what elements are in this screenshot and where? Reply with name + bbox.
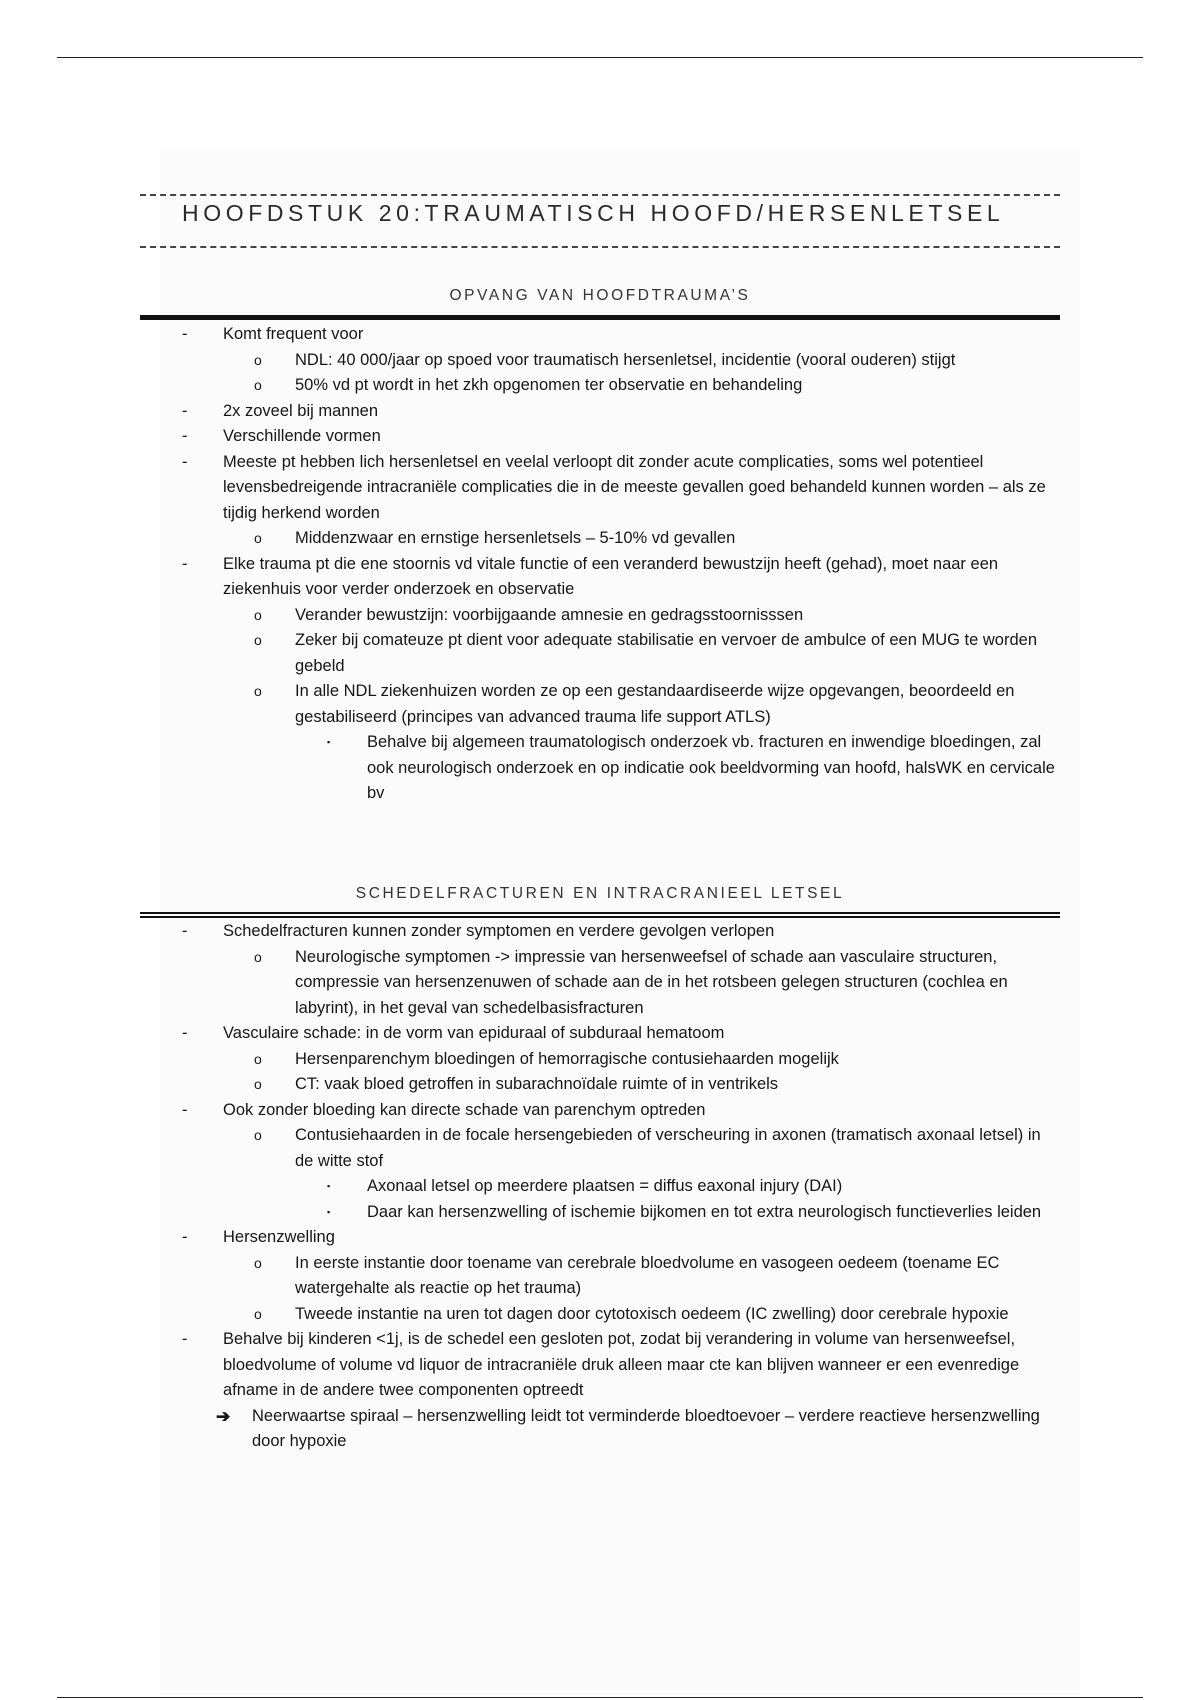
list-item-text: Meeste pt hebben lich hersenletsel en veelal verloopt dit zonder acute complicaties, soms wel potentieel levensbedreigende intracraniële complicaties die in de meeste gevallen goed behandeld kunnen worden – als ze tijdig herkend worden	[223, 452, 1046, 522]
list-item-text: CT: vaak bloed getroffen in subarachnoïdale ruimte of in ventrikels	[295, 1075, 779, 1093]
list-item-text: Tweede instantie na uren tot dagen door cytotoxisch oedeem (IC zwelling) door cerebrale hypoxie	[295, 1304, 1009, 1323]
list-item-text: Daar kan hersenzwelling of ischemie bijkomen en tot extra neurologisch functieverlies leiden	[367, 1202, 1042, 1221]
section-list-schedelfracturen	[140, 919, 1060, 1455]
list-item-text: 50% vd pt wordt in het zkh opgenomen ter observatie en behandeling	[295, 376, 803, 394]
list-item	[140, 424, 1060, 450]
square-bullet-icon: ▪	[327, 1206, 331, 1217]
list-item	[140, 730, 1060, 807]
section-list-opvang	[140, 322, 1060, 807]
list-item-text: 2x zoveel bij mannen	[223, 401, 379, 420]
dash-bullet: -	[182, 1330, 188, 1348]
list-item-text: Behalve bij algemeen traumatologisch onderzoek vb. fracturen en inwendige bloedingen, zal ook neurologisch onderzoek en op indicatie ook beeldvorming van hoofd, halsWK en cervicale bv	[367, 733, 1055, 802]
dash-bullet: -	[182, 554, 188, 573]
list-item-text: Neerwaartse spiraal – hersenzwelling leidt tot verminderde bloedtoevoer – verdere reactieve hersenzwelling door hypoxie	[252, 1406, 1040, 1450]
dash-bullet: -	[182, 922, 188, 940]
list-item-text: Vasculaire schade: in de vorm van epiduraal of subduraal hematoom	[223, 1024, 725, 1042]
dash-bullet: -	[182, 1100, 188, 1119]
list-item-text: In alle NDL ziekenhuizen worden ze op een gestandaardiseerde wijze opgevangen, beoordeeld en gestabiliseerd (principes van advanced trauma life support ATLS)	[295, 682, 1015, 726]
dash-bullet: -	[182, 1228, 188, 1246]
list-item	[140, 526, 1060, 552]
section-heading-schedelfracturen: SCHEDELFRACTUREN EN INTRACRANIEEL LETSEL	[355, 885, 845, 902]
list-item-text: Ook zonder bloeding kan directe schade van parenchym optreden	[223, 1100, 706, 1119]
list-item	[140, 628, 1060, 679]
list-item-text: Verander bewustzijn: voorbijgaande amnesie en gedragsstoornisssen	[295, 605, 804, 624]
list-item	[140, 1404, 1060, 1455]
list-item	[140, 679, 1060, 730]
dash-bullet: -	[182, 427, 188, 445]
page-top-rule	[57, 57, 1143, 58]
section-rule-schedelfracturen	[140, 912, 1060, 918]
list-item	[140, 450, 1060, 527]
list-item-text: In eerste instantie door toename van cerebrale bloedvolume en vasogeen oedeem (toename EC watergehalte als reactie op het trauma)	[295, 1253, 1000, 1297]
list-item	[140, 919, 1060, 945]
circle-bullet-icon: o	[254, 351, 262, 368]
list-item	[140, 348, 1060, 374]
list-item	[140, 1072, 1060, 1098]
circle-bullet-icon: o	[254, 1076, 262, 1092]
list-item	[140, 1225, 1060, 1251]
list-item-text: Schedelfracturen kunnen zonder symptomen en verdere gevolgen verlopen	[223, 922, 775, 940]
arrow-bullet-icon: ➔	[216, 1406, 231, 1426]
dash-bullet: -	[182, 452, 188, 471]
list-item	[140, 1302, 1060, 1328]
list-item	[140, 1021, 1060, 1047]
circle-bullet-icon: o	[254, 1305, 262, 1322]
circle-bullet-icon: o	[254, 948, 262, 965]
section-heading-opvang: OPVANG VAN HOOFDTRAUMA’S	[449, 287, 751, 304]
circle-bullet-icon: o	[254, 1254, 262, 1271]
list-item-text: Hersenparenchym bloedingen of hemorragische contusiehaarden mogelijk	[295, 1049, 839, 1068]
list-item	[140, 322, 1060, 348]
circle-bullet-icon: o	[254, 632, 262, 648]
list-item	[140, 1200, 1060, 1226]
list-item-text: Middenzwaar en ernstige hersenletsels – 5-10% vd gevallen	[295, 529, 736, 547]
circle-bullet-icon: o	[254, 1127, 262, 1143]
list-item-text: Verschillende vormen	[223, 427, 381, 445]
list-item-text: Komt frequent voor	[223, 325, 364, 343]
circle-bullet-icon: o	[254, 530, 262, 546]
page-bottom-rule	[57, 1697, 1143, 1698]
list-item	[140, 1327, 1060, 1404]
dash-bullet: -	[182, 401, 188, 420]
dash-bullet: -	[182, 325, 188, 343]
list-item-text: Contusiehaarden in de focale hersengebieden of verscheuring in axonen (tramatisch axonaal letsel) in de witte stof	[295, 1126, 1041, 1170]
chapter-title: HOOFDSTUK 20:TRAUMATISCH HOOFD/HERSENLETSEL	[182, 200, 1005, 226]
circle-bullet-icon: o	[254, 1050, 262, 1067]
chapter-title-box	[140, 194, 1060, 248]
list-item-text: Elke trauma pt die ene stoornis vd vitale functie of een veranderd bewustzijn heeft (gehad), moet naar een ziekenhuis voor verder onderzoek en observatie	[223, 554, 999, 598]
square-bullet-icon: ▪	[327, 737, 331, 747]
list-item	[140, 945, 1060, 1022]
list-item-text: Neurologische symptomen -> impressie van hersenweefsel of schade aan vasculaire structuren, compressie van hersenzenuwen of schade aan de in het rotsbeen gelegen structuren (cochlea en labyrint), in het geval van schedelbasisfracturen	[295, 947, 1008, 1017]
circle-bullet-icon: o	[254, 377, 262, 393]
section-rule-opvang	[140, 315, 1060, 320]
list-item	[140, 1098, 1060, 1124]
list-item	[140, 552, 1060, 603]
list-item-text: Zeker bij comateuze pt dient voor adequate stabilisatie en vervoer de ambulce of een MUG te worden gebeld	[295, 631, 1037, 675]
list-item-text: Axonaal letsel op meerdere plaatsen = diffus eaxonal injury (DAI)	[367, 1177, 843, 1195]
list-item-text: Behalve bij kinderen <1j, is de schedel een gesloten pot, zodat bij verandering in volume van hersenweefsel, bloedvolume of volume vd liquor de intracraniële druk alleen maar cte kan blijven wanneer er een evenredige afname in de andere twee componenten optreedt	[223, 1330, 1020, 1399]
circle-bullet-icon: o	[254, 683, 262, 699]
list-item	[140, 603, 1060, 629]
list-item	[140, 1123, 1060, 1174]
list-item-text: NDL: 40 000/jaar op spoed voor traumatisch hersenletsel, incidentie (vooral ouderen) stijgt	[295, 350, 956, 369]
dash-bullet: -	[182, 1024, 188, 1042]
list-item	[140, 1174, 1060, 1200]
list-item	[140, 373, 1060, 399]
list-item	[140, 1047, 1060, 1073]
list-item	[140, 1251, 1060, 1302]
list-item-text: Hersenzwelling	[223, 1228, 335, 1246]
list-item	[140, 399, 1060, 425]
circle-bullet-icon: o	[254, 606, 262, 623]
square-bullet-icon: ▪	[327, 1181, 331, 1191]
